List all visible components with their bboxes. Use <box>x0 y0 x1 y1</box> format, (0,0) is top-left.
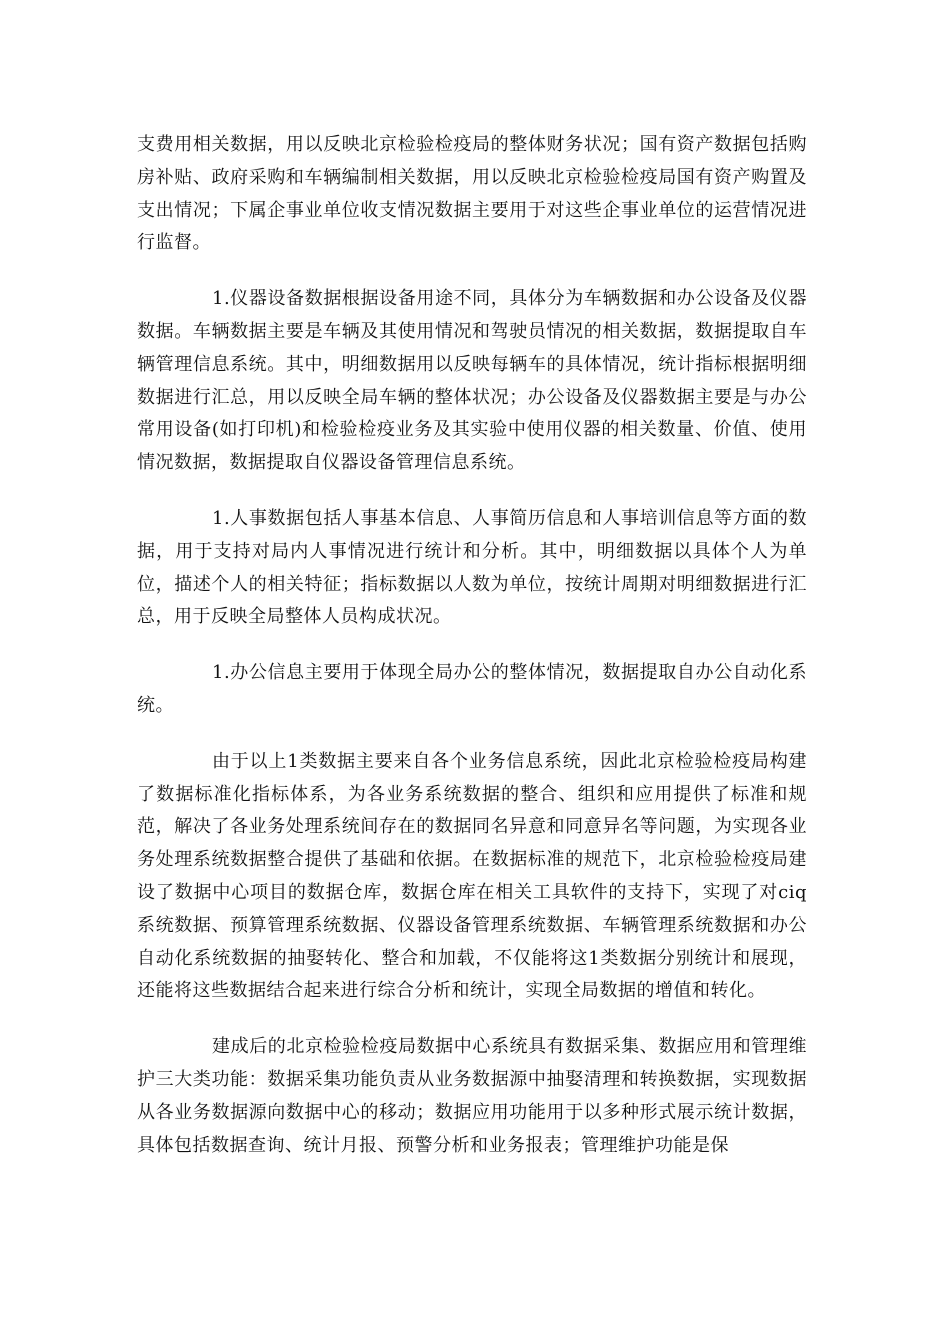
paragraph-system-functions: 建成后的北京检验检疫局数据中心系统具有数据采集、数据应用和管理维护三大类功能：数据采集功能负责从业务数据源中抽娶清理和转换数据，实现数据从各业务数据源向数据中心的移动；数据应用功能用于以多种形式展示统计数据，具体包括数据查询、统计月报、预警分析和业务报表；管理维护功能是保 <box>137 1036 807 1156</box>
paragraph-finance-assets: 支费用相关数据，用以反映北京检验检疫局的整体财务状况；国有资产数据包括购房补贴、政府采购和车辆编制相关数据，用以反映北京检验检疫局国有资产购置及支出情况；下属企事业单位收支情况数据主要用于对这些企事业单位的运营情况进行监督。 <box>137 134 807 254</box>
paragraph-equipment-data: 1.仪器设备数据根据设备用途不同，具体分为车辆数据和办公设备及仪器数据。车辆数据主要是车辆及其使用情况和驾驶员情况的相关数据，数据提取自车辆管理信息系统。其中，明细数据用以反映每辆车的具体情况，统计指标根据明细数据进行汇总，用以反映全局车辆的整体状况；办公设备及仪器数据主要是与办公常用设备(如打印机)和检验检疫业务及其实验中使用仪器的相关数量、价值、使用情况数据，数据提取自仪器设备管理信息系统。 <box>137 288 807 474</box>
paragraph-personnel-data: 1.人事数据包括人事基本信息、人事简历信息和人事培训信息等方面的数据，用于支持对局内人事情况进行统计和分析。其中，明细数据以具体个人为单位，描述个人的相关特征；指标数据以人数为单位，按统计周期对明细数据进行汇总，用于反映全局整体人员构成状况。 <box>137 507 807 628</box>
document-page <box>137 129 807 1185</box>
paragraph-data-standardization: 由于以上1类数据主要来自各个业务信息系统，因此北京检验检疫局构建了数据标准化指标体系，为各业务系统数据的整合、组织和应用提供了标准和规范，解决了各业务处理系统间存在的数据同名异意和同意异名等问题，为实现各业务处理系统数据整合提供了基础和依据。在数据标准的规范下，北京检验检疫局建设了数据中心项目的数据仓库，数据仓库在相关工具软件的支持下，实现了对ciq系统数据、预算管理系统数据、仪器设备管理系统数据、车辆管理系统数据和办公自动化系统数据的抽娶转化、整合和加载，不仅能将这1类数据分别统计和展现，还能将这些数据结合起来进行综合分析和统计，实现全局数据的增值和转化。 <box>137 750 807 1002</box>
paragraph-office-info: 1.办公信息主要用于体现全局办公的整体情况，数据提取自办公自动化系统。 <box>137 662 807 716</box>
